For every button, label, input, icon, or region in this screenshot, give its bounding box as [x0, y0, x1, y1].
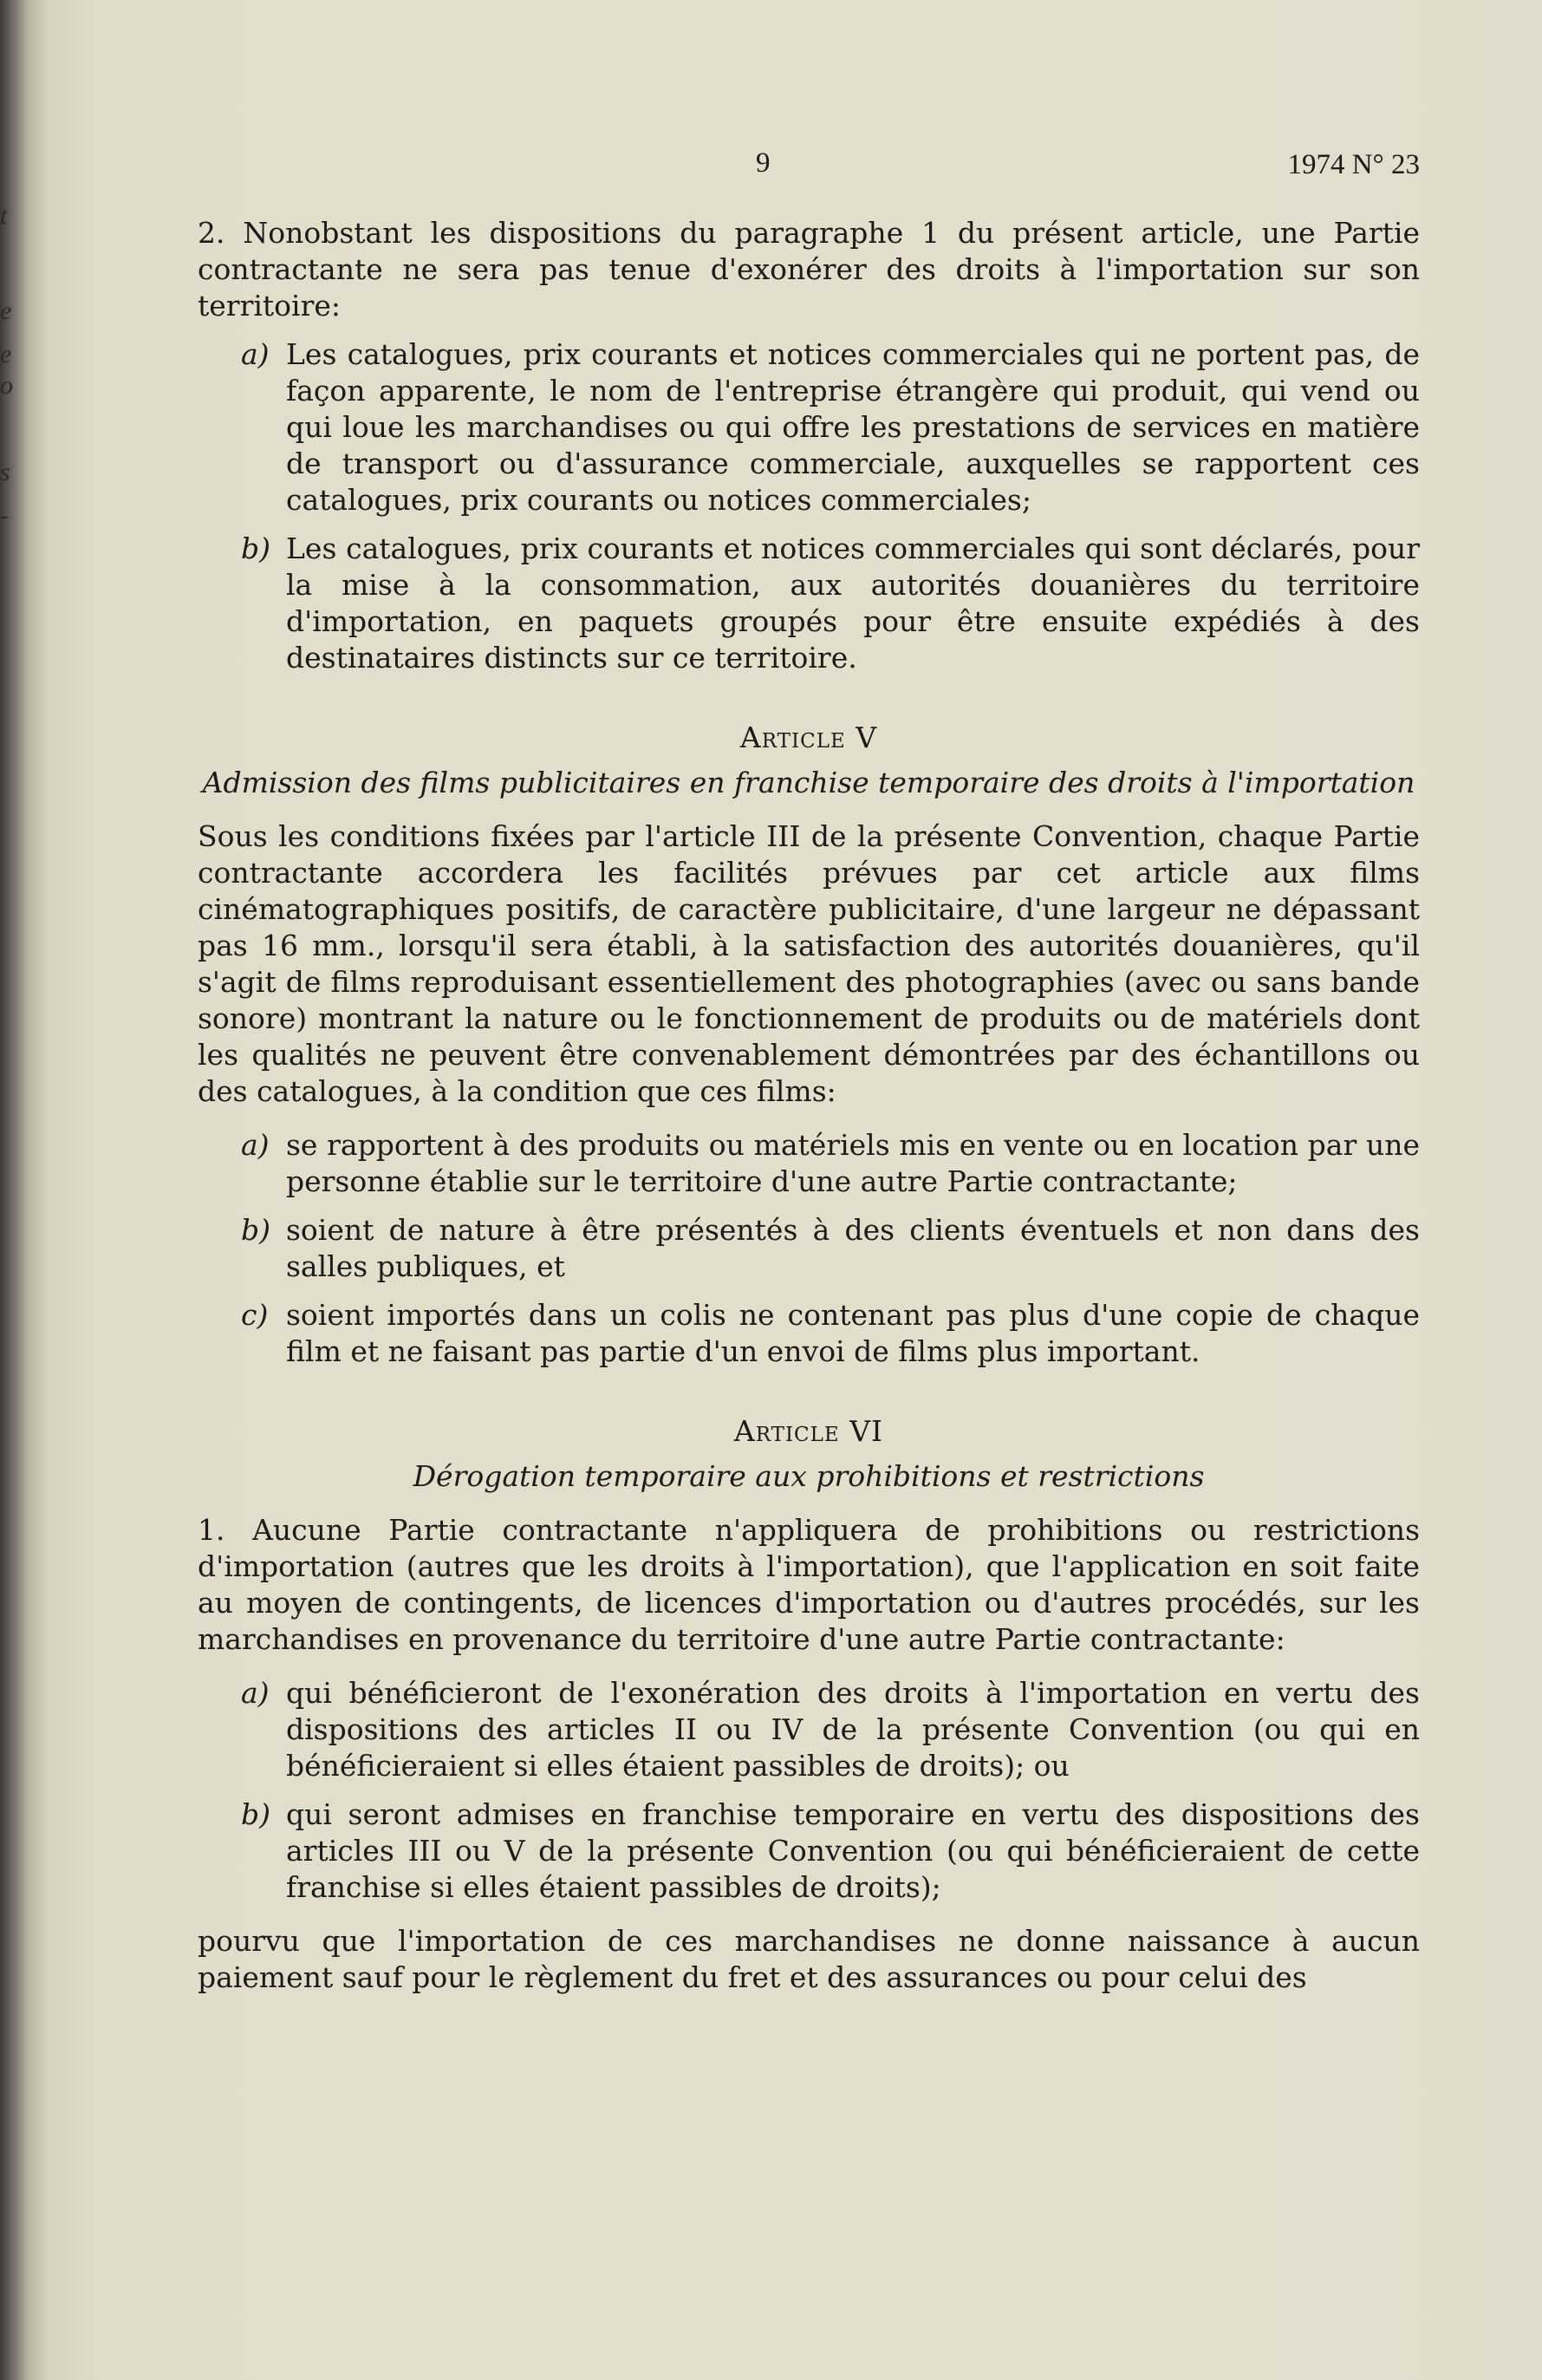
list-marker: c): [241, 1298, 269, 1332]
list-text: Les catalogues, prix courants et notices commerciales qui sont déclarés, pour la mise à la consommation, aux autorités douanières du territoire d'importation, en paquets groupés pour être ensuite expédiés à des destinataires distincts sur ce territoire.: [286, 531, 1420, 675]
list-marker: a): [241, 337, 270, 371]
page-reference: 1974 N° 23: [1287, 149, 1420, 180]
list-marker: a): [241, 1128, 270, 1162]
article-heading: Article VI: [733, 1414, 884, 1448]
article-paragraph: Sous les conditions fixées par l'article III de la présente Convention, chaque Partie contractante accordera les facilités prévues par cet article aux films cinématographiques positifs, de caractère publicitaire, d'une largeur ne dépassant pas 16 mm., lorsqu'il sera établi, à la satisfaction des autorités douanières, qu'il s'agit de films reproduisant essentiellement des photographies (avec ou sans bande sonore) montrant la nature ou le fonctionnement de produits ou de matériels dont les qualités ne peuvent être convenablement démontrées par des échantillons ou des catalogues, à la condition que ces films:: [198, 819, 1420, 1108]
edge-letter: -: [0, 501, 9, 530]
article-paragraph: 1. Aucune Partie contractante n'appliquera de prohibitions ou restrictions d'importation (autres que les droits à l'importation), que l'application en soit faite au moyen de contingents, de licences d'importation ou d'autres procédés, sur les marchandises en provenance du territoire d'une autre Partie contractante:: [198, 1513, 1420, 1656]
list-marker: b): [241, 531, 270, 565]
article-title: Admission des films publicitaires en franchise temporaire des droits à l'importation: [202, 766, 1415, 799]
closing-paragraph: pourvu que l'importation de ces marchandises ne donne naissance à aucun paiement sauf pour le règlement du fret et des assurances ou pour celui des: [198, 1924, 1420, 1994]
list-text: qui seront admises en franchise temporaire en vertu des dispositions des articles III ou V de la présente Convention (ou qui bénéficieraient de cette franchise si elles étaient passibles de droits);: [286, 1797, 1420, 1904]
list-item: [241, 1127, 1420, 1200]
edge-letter: o: [0, 371, 13, 400]
paragraph-2: 2. Nonobstant les dispositions du paragraphe 1 du présent article, une Partie contractante ne sera pas tenue d'exonérer des droits à l'importation sur son territoire:: [198, 216, 1420, 323]
list-text: soient de nature à être présentés à des clients éventuels et non dans des salles publiques, et: [286, 1213, 1420, 1283]
list-item: [241, 531, 1420, 676]
article-title: Dérogation temporaire aux prohibitions et restrictions: [413, 1459, 1205, 1493]
list-text: se rapportent à des produits ou matériels mis en vente ou en location par une personne établie sur le territoire d'une autre Partie contractante;: [286, 1128, 1420, 1198]
list-item: [241, 1297, 1420, 1370]
list-item: [241, 1796, 1420, 1906]
list-item: [241, 1675, 1420, 1784]
list-marker: a): [241, 1676, 270, 1710]
list-text: Les catalogues, prix courants et notices commerciales qui ne portent pas, de façon apparente, le nom de l'entreprise étrangère qui produit, qui vend ou qui loue les marchandises ou qui offre les prestations de services en matière de transport ou d'assurance commerciale, auxquelles se rapportent ces catalogues, prix courants ou notices commerciales;: [286, 337, 1420, 517]
article-heading: Article V: [739, 721, 878, 754]
list-marker: b): [241, 1797, 270, 1831]
list-text: qui bénéficieront de l'exonération des droits à l'importation en vertu des dispositions des articles II ou IV de la présente Convention (ou qui en bénéficieraient si elles étaient passibles de droits); ou: [286, 1676, 1420, 1783]
page-number: 9: [756, 147, 771, 179]
list-marker: b): [241, 1213, 270, 1247]
edge-letter: s: [0, 458, 10, 486]
list-text: soient importés dans un colis ne contenant pas plus d'une copie de chaque film et ne faisant pas partie d'un envoi de films plus important.: [286, 1298, 1420, 1368]
edge-letter: t: [0, 201, 8, 230]
list-item: [241, 336, 1420, 518]
edge-letter: e: [0, 340, 12, 368]
edge-letter: e: [0, 297, 12, 325]
document-body: [198, 215, 1420, 1996]
list-item: [241, 1212, 1420, 1285]
